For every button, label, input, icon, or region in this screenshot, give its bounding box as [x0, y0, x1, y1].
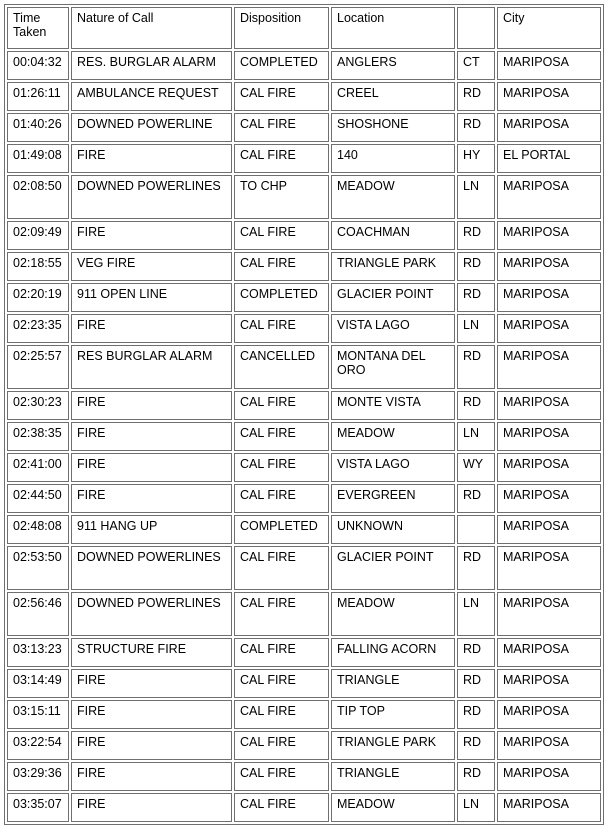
cell-location: COACHMAN	[331, 221, 455, 250]
cell-disposition: TO CHP	[234, 175, 329, 219]
cell-city: MARIPOSA	[497, 546, 601, 590]
table-row	[7, 700, 601, 729]
cell-time: 02:23:35	[7, 314, 69, 343]
header-time-taken: Time Taken	[7, 7, 69, 49]
cell-street-suffix: WY	[457, 453, 495, 482]
cell-street-suffix: RD	[457, 546, 495, 590]
cell-location: SHOSHONE	[331, 113, 455, 142]
cell-nature-of-call: STRUCTURE FIRE	[71, 638, 232, 667]
table-row	[7, 221, 601, 250]
cell-location: CREEL	[331, 82, 455, 111]
cell-city: MARIPOSA	[497, 793, 601, 822]
cell-location: UNKNOWN	[331, 515, 455, 544]
header-location: Location	[331, 7, 455, 49]
cell-disposition: CAL FIRE	[234, 793, 329, 822]
cell-location: VISTA LAGO	[331, 314, 455, 343]
cell-time: 03:15:11	[7, 700, 69, 729]
cell-nature-of-call: FIRE	[71, 144, 232, 173]
cell-disposition: COMPLETED	[234, 515, 329, 544]
table-body	[7, 51, 601, 822]
header-city: City	[497, 7, 601, 49]
cell-street-suffix: RD	[457, 113, 495, 142]
cell-disposition: CAL FIRE	[234, 546, 329, 590]
cell-city: MARIPOSA	[497, 700, 601, 729]
cell-street-suffix: LN	[457, 592, 495, 636]
cell-disposition: CAL FIRE	[234, 592, 329, 636]
table-row	[7, 669, 601, 698]
cell-location: MONTE VISTA	[331, 391, 455, 420]
cell-street-suffix: LN	[457, 793, 495, 822]
cell-street-suffix: CT	[457, 51, 495, 80]
cell-street-suffix: RD	[457, 669, 495, 698]
cell-street-suffix: RD	[457, 762, 495, 791]
table-row	[7, 592, 601, 636]
cell-nature-of-call: FIRE	[71, 391, 232, 420]
cell-city: MARIPOSA	[497, 283, 601, 312]
cell-disposition: CAL FIRE	[234, 314, 329, 343]
cell-location: VISTA LAGO	[331, 453, 455, 482]
cell-time: 02:56:46	[7, 592, 69, 636]
cell-time: 02:48:08	[7, 515, 69, 544]
cell-nature-of-call: RES. BURGLAR ALARM	[71, 51, 232, 80]
cell-disposition: CAL FIRE	[234, 221, 329, 250]
table-row	[7, 422, 601, 451]
cell-disposition: CAL FIRE	[234, 484, 329, 513]
cell-disposition: CAL FIRE	[234, 422, 329, 451]
cell-street-suffix	[457, 515, 495, 544]
cell-time: 02:38:35	[7, 422, 69, 451]
header-nature-of-call: Nature of Call	[71, 7, 232, 49]
cell-time: 01:40:26	[7, 113, 69, 142]
header-disposition: Disposition	[234, 7, 329, 49]
cell-city: MARIPOSA	[497, 391, 601, 420]
table-row	[7, 175, 601, 219]
cell-city: MARIPOSA	[497, 51, 601, 80]
cell-city: MARIPOSA	[497, 731, 601, 760]
cell-street-suffix: RD	[457, 221, 495, 250]
cell-street-suffix: RD	[457, 283, 495, 312]
cell-time: 02:44:50	[7, 484, 69, 513]
cell-nature-of-call: 911 HANG UP	[71, 515, 232, 544]
cell-location: MEADOW	[331, 422, 455, 451]
cell-city: MARIPOSA	[497, 175, 601, 219]
cell-street-suffix: RD	[457, 700, 495, 729]
cell-disposition: COMPLETED	[234, 51, 329, 80]
cell-disposition: CAL FIRE	[234, 453, 329, 482]
cell-nature-of-call: DOWNED POWERLINE	[71, 113, 232, 142]
cell-disposition: CANCELLED	[234, 345, 329, 389]
cell-time: 03:22:54	[7, 731, 69, 760]
cell-nature-of-call: RES BURGLAR ALARM	[71, 345, 232, 389]
cell-location: FALLING ACORN	[331, 638, 455, 667]
cell-street-suffix: RD	[457, 484, 495, 513]
cell-city: MARIPOSA	[497, 252, 601, 281]
cell-nature-of-call: FIRE	[71, 700, 232, 729]
table-row	[7, 484, 601, 513]
cell-city: MARIPOSA	[497, 638, 601, 667]
cell-disposition: CAL FIRE	[234, 144, 329, 173]
header-row	[7, 7, 601, 49]
cell-nature-of-call: 911 OPEN LINE	[71, 283, 232, 312]
cell-city: MARIPOSA	[497, 113, 601, 142]
cell-location: GLACIER POINT	[331, 283, 455, 312]
table-row	[7, 731, 601, 760]
cell-disposition: CAL FIRE	[234, 731, 329, 760]
cell-time: 03:13:23	[7, 638, 69, 667]
cell-nature-of-call: AMBULANCE REQUEST	[71, 82, 232, 111]
cell-city: MARIPOSA	[497, 422, 601, 451]
cell-time: 03:29:36	[7, 762, 69, 791]
cell-nature-of-call: FIRE	[71, 484, 232, 513]
call-log-table	[4, 4, 604, 825]
cell-street-suffix: LN	[457, 422, 495, 451]
cell-city: EL PORTAL	[497, 144, 601, 173]
cell-nature-of-call: FIRE	[71, 669, 232, 698]
cell-disposition: CAL FIRE	[234, 762, 329, 791]
table-row	[7, 546, 601, 590]
cell-location: TRIANGLE PARK	[331, 252, 455, 281]
cell-nature-of-call: FIRE	[71, 221, 232, 250]
cell-disposition: CAL FIRE	[234, 82, 329, 111]
cell-street-suffix: HY	[457, 144, 495, 173]
table-row	[7, 638, 601, 667]
cell-time: 00:04:32	[7, 51, 69, 80]
cell-street-suffix: LN	[457, 314, 495, 343]
cell-street-suffix: RD	[457, 731, 495, 760]
table-row	[7, 252, 601, 281]
cell-street-suffix: RD	[457, 252, 495, 281]
cell-location: ANGLERS	[331, 51, 455, 80]
cell-disposition: CAL FIRE	[234, 113, 329, 142]
cell-nature-of-call: FIRE	[71, 762, 232, 791]
cell-time: 01:26:11	[7, 82, 69, 111]
table-row	[7, 51, 601, 80]
cell-disposition: CAL FIRE	[234, 700, 329, 729]
cell-city: MARIPOSA	[497, 762, 601, 791]
cell-disposition: CAL FIRE	[234, 638, 329, 667]
cell-city: MARIPOSA	[497, 345, 601, 389]
cell-street-suffix: LN	[457, 175, 495, 219]
cell-nature-of-call: FIRE	[71, 422, 232, 451]
cell-location: MONTANA DEL ORO	[331, 345, 455, 389]
cell-time: 03:14:49	[7, 669, 69, 698]
table-row	[7, 391, 601, 420]
cell-location: 140	[331, 144, 455, 173]
cell-city: MARIPOSA	[497, 314, 601, 343]
cell-location: TRIANGLE	[331, 762, 455, 791]
table-row	[7, 314, 601, 343]
cell-street-suffix: RD	[457, 345, 495, 389]
cell-disposition: COMPLETED	[234, 283, 329, 312]
table-row	[7, 113, 601, 142]
cell-disposition: CAL FIRE	[234, 669, 329, 698]
table-row	[7, 793, 601, 822]
cell-time: 02:09:49	[7, 221, 69, 250]
cell-nature-of-call: FIRE	[71, 314, 232, 343]
cell-disposition: CAL FIRE	[234, 252, 329, 281]
cell-city: MARIPOSA	[497, 484, 601, 513]
cell-nature-of-call: DOWNED POWERLINES	[71, 592, 232, 636]
cell-street-suffix: RD	[457, 638, 495, 667]
cell-location: MEADOW	[331, 592, 455, 636]
table-row	[7, 82, 601, 111]
cell-time: 02:41:00	[7, 453, 69, 482]
cell-time: 03:35:07	[7, 793, 69, 822]
cell-time: 01:49:08	[7, 144, 69, 173]
cell-location: TRIANGLE PARK	[331, 731, 455, 760]
table-row	[7, 515, 601, 544]
cell-city: MARIPOSA	[497, 669, 601, 698]
cell-nature-of-call: FIRE	[71, 793, 232, 822]
cell-location: TIP TOP	[331, 700, 455, 729]
header-street-suffix	[457, 7, 495, 49]
cell-location: MEADOW	[331, 175, 455, 219]
cell-location: TRIANGLE	[331, 669, 455, 698]
cell-location: GLACIER POINT	[331, 546, 455, 590]
cell-time: 02:18:55	[7, 252, 69, 281]
cell-city: MARIPOSA	[497, 515, 601, 544]
table-row	[7, 345, 601, 389]
table-row	[7, 453, 601, 482]
cell-time: 02:20:19	[7, 283, 69, 312]
cell-street-suffix: RD	[457, 82, 495, 111]
cell-city: MARIPOSA	[497, 221, 601, 250]
table-row	[7, 144, 601, 173]
cell-city: MARIPOSA	[497, 453, 601, 482]
cell-city: MARIPOSA	[497, 82, 601, 111]
cell-nature-of-call: DOWNED POWERLINES	[71, 175, 232, 219]
cell-location: EVERGREEN	[331, 484, 455, 513]
cell-disposition: CAL FIRE	[234, 391, 329, 420]
cell-nature-of-call: FIRE	[71, 731, 232, 760]
cell-city: MARIPOSA	[497, 592, 601, 636]
table-row	[7, 283, 601, 312]
cell-time: 02:25:57	[7, 345, 69, 389]
cell-time: 02:30:23	[7, 391, 69, 420]
cell-street-suffix: RD	[457, 391, 495, 420]
cell-location: MEADOW	[331, 793, 455, 822]
cell-time: 02:08:50	[7, 175, 69, 219]
cell-nature-of-call: VEG FIRE	[71, 252, 232, 281]
cell-time: 02:53:50	[7, 546, 69, 590]
table-row	[7, 762, 601, 791]
cell-nature-of-call: FIRE	[71, 453, 232, 482]
cell-nature-of-call: DOWNED POWERLINES	[71, 546, 232, 590]
